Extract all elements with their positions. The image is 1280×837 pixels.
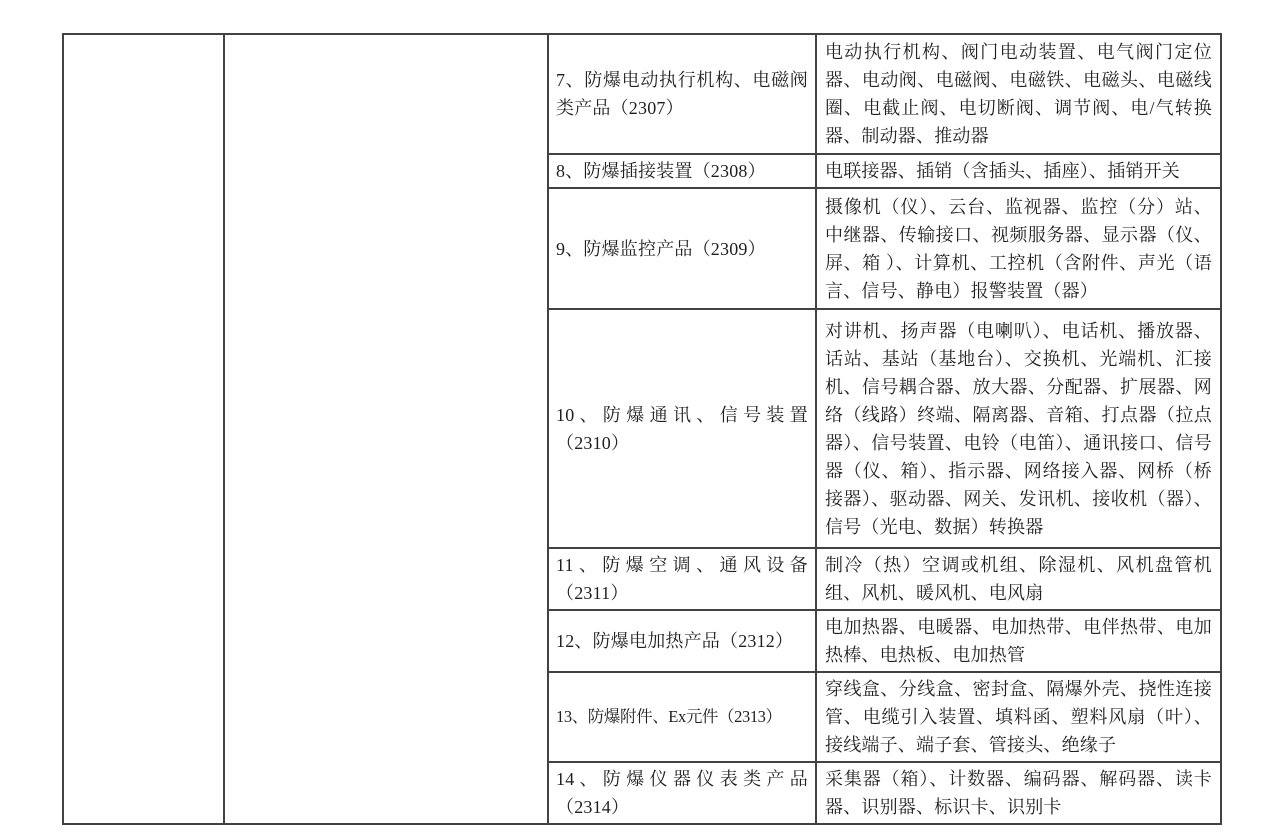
products-cell: [817, 763, 1220, 823]
category-cell: [549, 673, 817, 761]
empty-cell-left-2: [225, 35, 549, 823]
category-cell: [549, 189, 817, 308]
table-row: [549, 549, 1220, 611]
products-cell: [817, 155, 1220, 187]
products-text: 电加热器、电暖器、电加热带、电伴热带、电加热棒、电热板、电加热管: [825, 617, 1212, 665]
products-cell: [817, 549, 1220, 609]
category-cell: [549, 155, 817, 187]
products-text: 电联接器、插销（含插头、插座）、插销开关: [825, 161, 1180, 181]
category-label: 11、防爆空调、通风设备（2311）: [556, 555, 808, 603]
table-row: [549, 189, 1220, 310]
category-cell: [549, 35, 817, 153]
category-cell: [549, 611, 817, 671]
category-label: 9、防爆监控产品（2309）: [556, 238, 766, 259]
category-label: 8、防爆插接装置（2308）: [556, 161, 766, 181]
category-cell: [549, 310, 817, 547]
products-text: 采集器（箱）、计数器、编码器、解码器、读卡器、识别器、标识卡、识别卡: [825, 769, 1212, 817]
products-cell: [817, 35, 1220, 153]
products-cell: [817, 310, 1220, 547]
product-classification-table: [62, 33, 1222, 825]
table-rows-container: [549, 35, 1220, 823]
products-text: 电动执行机构、阀门电动装置、电气阀门定位器、电动阀、电磁阀、电磁铁、电磁头、电磁线圈、电截止阀、电切断阀、调节阀、电/气转换器、制动器、推动器: [825, 42, 1212, 146]
category-label: 7、防爆电动执行机构、电磁阀类产品（2307）: [556, 70, 808, 118]
table-row: [549, 155, 1220, 189]
category-label: 10、防爆通讯、信号装置（2310）: [556, 404, 808, 453]
products-cell: [817, 611, 1220, 671]
table-row: [549, 35, 1220, 155]
category-cell: [549, 763, 817, 823]
products-text: 对讲机、扬声器（电喇叭）、电话机、播放器、话站、基站（基地台）、交换机、光端机、汇接机、信号耦合器、放大器、分配器、扩展器、网络（线路）终端、隔离器、音箱、打点器（拉点器）、信号装置、电铃（电笛）、通讯接口、信号器（仪、箱）、指示器、网络接入器、网桥（桥接器）、驱动器、网关、发讯机、接收机（器）、信号（光电、数据）转换器: [825, 320, 1212, 537]
table-row: [549, 763, 1220, 823]
table-row: [549, 673, 1220, 763]
category-label: 13、防爆附件、Ex元件（2313）: [556, 707, 782, 726]
category-label: 12、防爆电加热产品（2312）: [556, 631, 794, 651]
products-text: 制冷（热）空调或机组、除湿机、风机盘管机组、风机、暖风机、电风扇: [825, 555, 1212, 603]
products-cell: [817, 673, 1220, 761]
table-row: [549, 310, 1220, 549]
products-cell: [817, 189, 1220, 308]
products-text: 穿线盒、分线盒、密封盒、隔爆外壳、挠性连接管、电缆引入装置、填料函、塑料风扇（叶）、接线端子、端子套、管接头、绝缘子: [825, 679, 1212, 755]
empty-cell-left-1: [64, 35, 225, 823]
category-cell: [549, 549, 817, 609]
table-row: [549, 611, 1220, 673]
category-label: 14、防爆仪器仪表类产品（2314）: [556, 769, 808, 817]
products-text: 摄像机（仪）、云台、监视器、监控（分）站、中继器、传输接口、视频服务器、显示器（仪、屏、箱 ）、计算机、工控机（含附件、声光（语言、信号、静电）报警装置（器）: [825, 196, 1212, 301]
